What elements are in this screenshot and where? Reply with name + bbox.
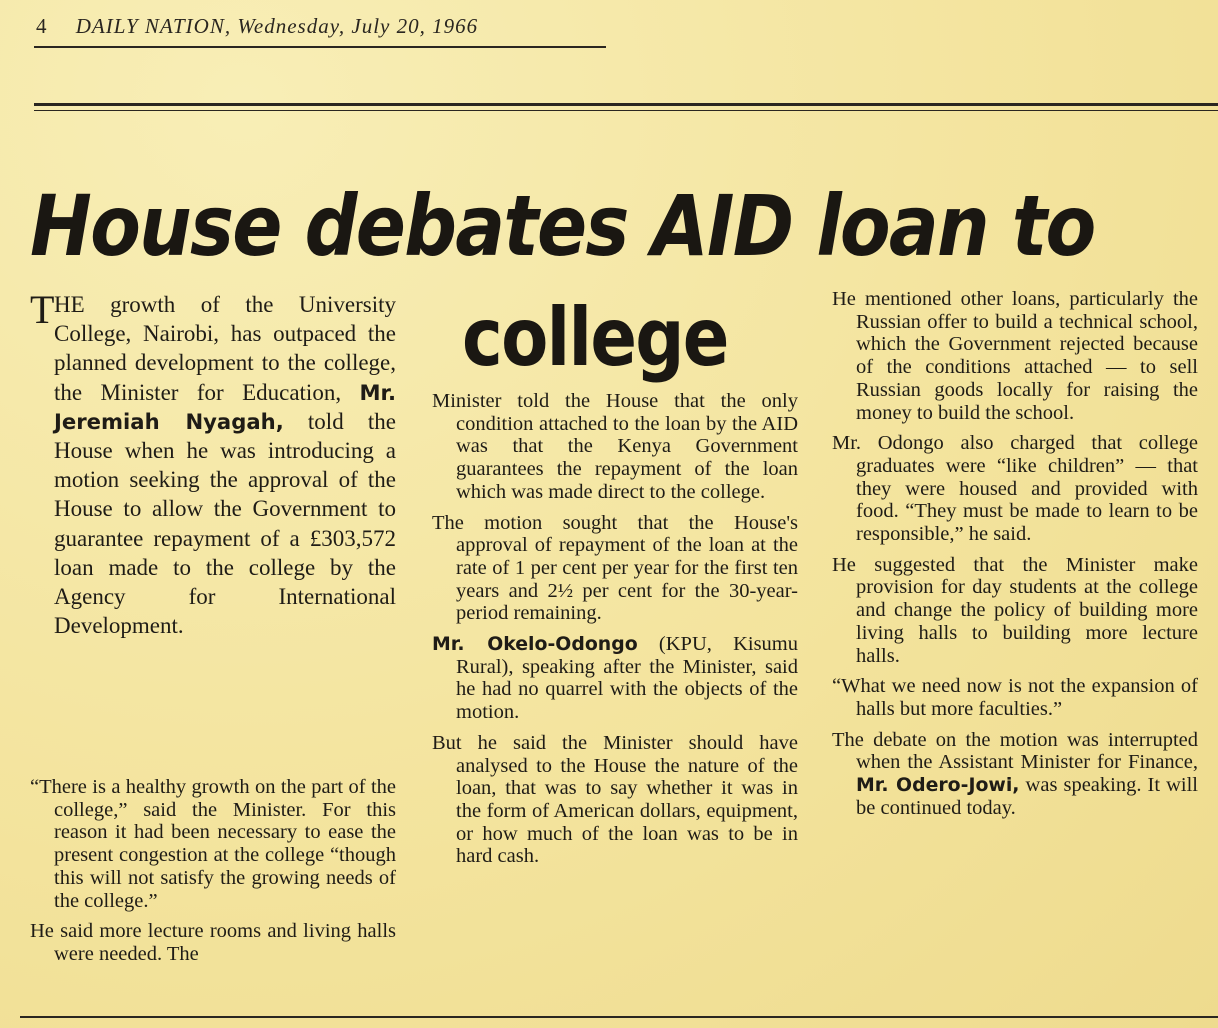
- paragraph: He said more lecture rooms and living halls were needed. The: [30, 920, 396, 965]
- lead-paragraph: [30, 287, 396, 640]
- issue-date: Wednesday, July 20, 1966: [237, 14, 479, 38]
- paragraph: Minister told the House that the only condition attached to the loan by the AID was that the Kenya Government guarantees the repayment of the loan which was made direct to the college.: [432, 390, 798, 503]
- lead-text-b: told the House when he was introducing a motion seeking the approval of the House to allow the Government to guarantee repayment of a £303,572 loan made to the college by the Agency for International Development.: [54, 408, 396, 639]
- bottom-rule: [20, 1016, 1218, 1018]
- column-3: [832, 288, 1198, 819]
- column-1-body: [30, 768, 396, 966]
- page-number: 4: [36, 14, 48, 38]
- paragraph-text: (KPU, Kisumu Rural), speaking after the Minister, said he had no quarrel with the objects of the motion.: [456, 633, 799, 724]
- column-1-lead: [30, 287, 396, 640]
- assistant-minister-name: Mr. Odero-Jowi,: [856, 774, 1020, 797]
- top-rule-thick: [34, 103, 1218, 106]
- paragraph: “What we need now is not the expansion of halls but more faculties.”: [832, 675, 1198, 720]
- masthead-rule: [34, 46, 606, 48]
- speaker-name: Mr. Okelo-Odongo: [432, 633, 638, 656]
- paragraph: [832, 729, 1198, 820]
- headline-line-1: House debates AID loan to: [30, 177, 1095, 275]
- paragraph: The motion sought that the House's approval of repayment of the loan at the rate of 1 per cent per year for the first ten years and 2½ per cent for the 30-year-period remaining.: [432, 511, 798, 625]
- column-2: [432, 390, 798, 868]
- minister-name: Mr. Jeremiah Nyagah,: [54, 379, 396, 434]
- paragraph-text-b: was speaking. It will be continued today.: [856, 774, 1199, 819]
- paragraph: He mentioned other loans, particularly the Russian offer to build a technical school, which the Government rejected because of the conditions attached — to sell Russian goods locally for raising the money to build the school.: [832, 288, 1198, 424]
- paragraph: But he said the Minister should have analysed to the House the nature of the loan, that was to say whether it was in the form of American dollars, equipment, or how much of the loan was to be in hard cash.: [432, 731, 798, 868]
- masthead: [36, 14, 606, 42]
- lead-text-a: HE growth of the University College, Nairobi, has outpaced the planned development to the college, the Minister for Education,: [54, 292, 396, 405]
- drop-cap: T: [30, 287, 55, 332]
- newspaper-name: DAILY NATION,: [75, 14, 232, 38]
- paragraph-text-a: The debate on the motion was interrupted when the Assistant Minister for Finance,: [832, 728, 1198, 774]
- top-rule-thin: [34, 110, 1218, 111]
- paragraph: He suggested that the Minister make provision for day students at the college and change the policy of building more living halls to building more lecture halls.: [832, 553, 1198, 667]
- paragraph: Mr. Odongo also charged that college graduates were “like children” — that they were housed and provided with food. “They must be made to learn to be responsible,” he said.: [832, 432, 1198, 546]
- headline-line-2: college: [462, 291, 728, 384]
- paragraph: “There is a healthy growth on the part of the college,” said the Minister. For this reason it had been necessary to ease the present congestion at the college “though this will not satisfy the growing needs of the college.”: [30, 776, 396, 912]
- paragraph: [432, 633, 798, 724]
